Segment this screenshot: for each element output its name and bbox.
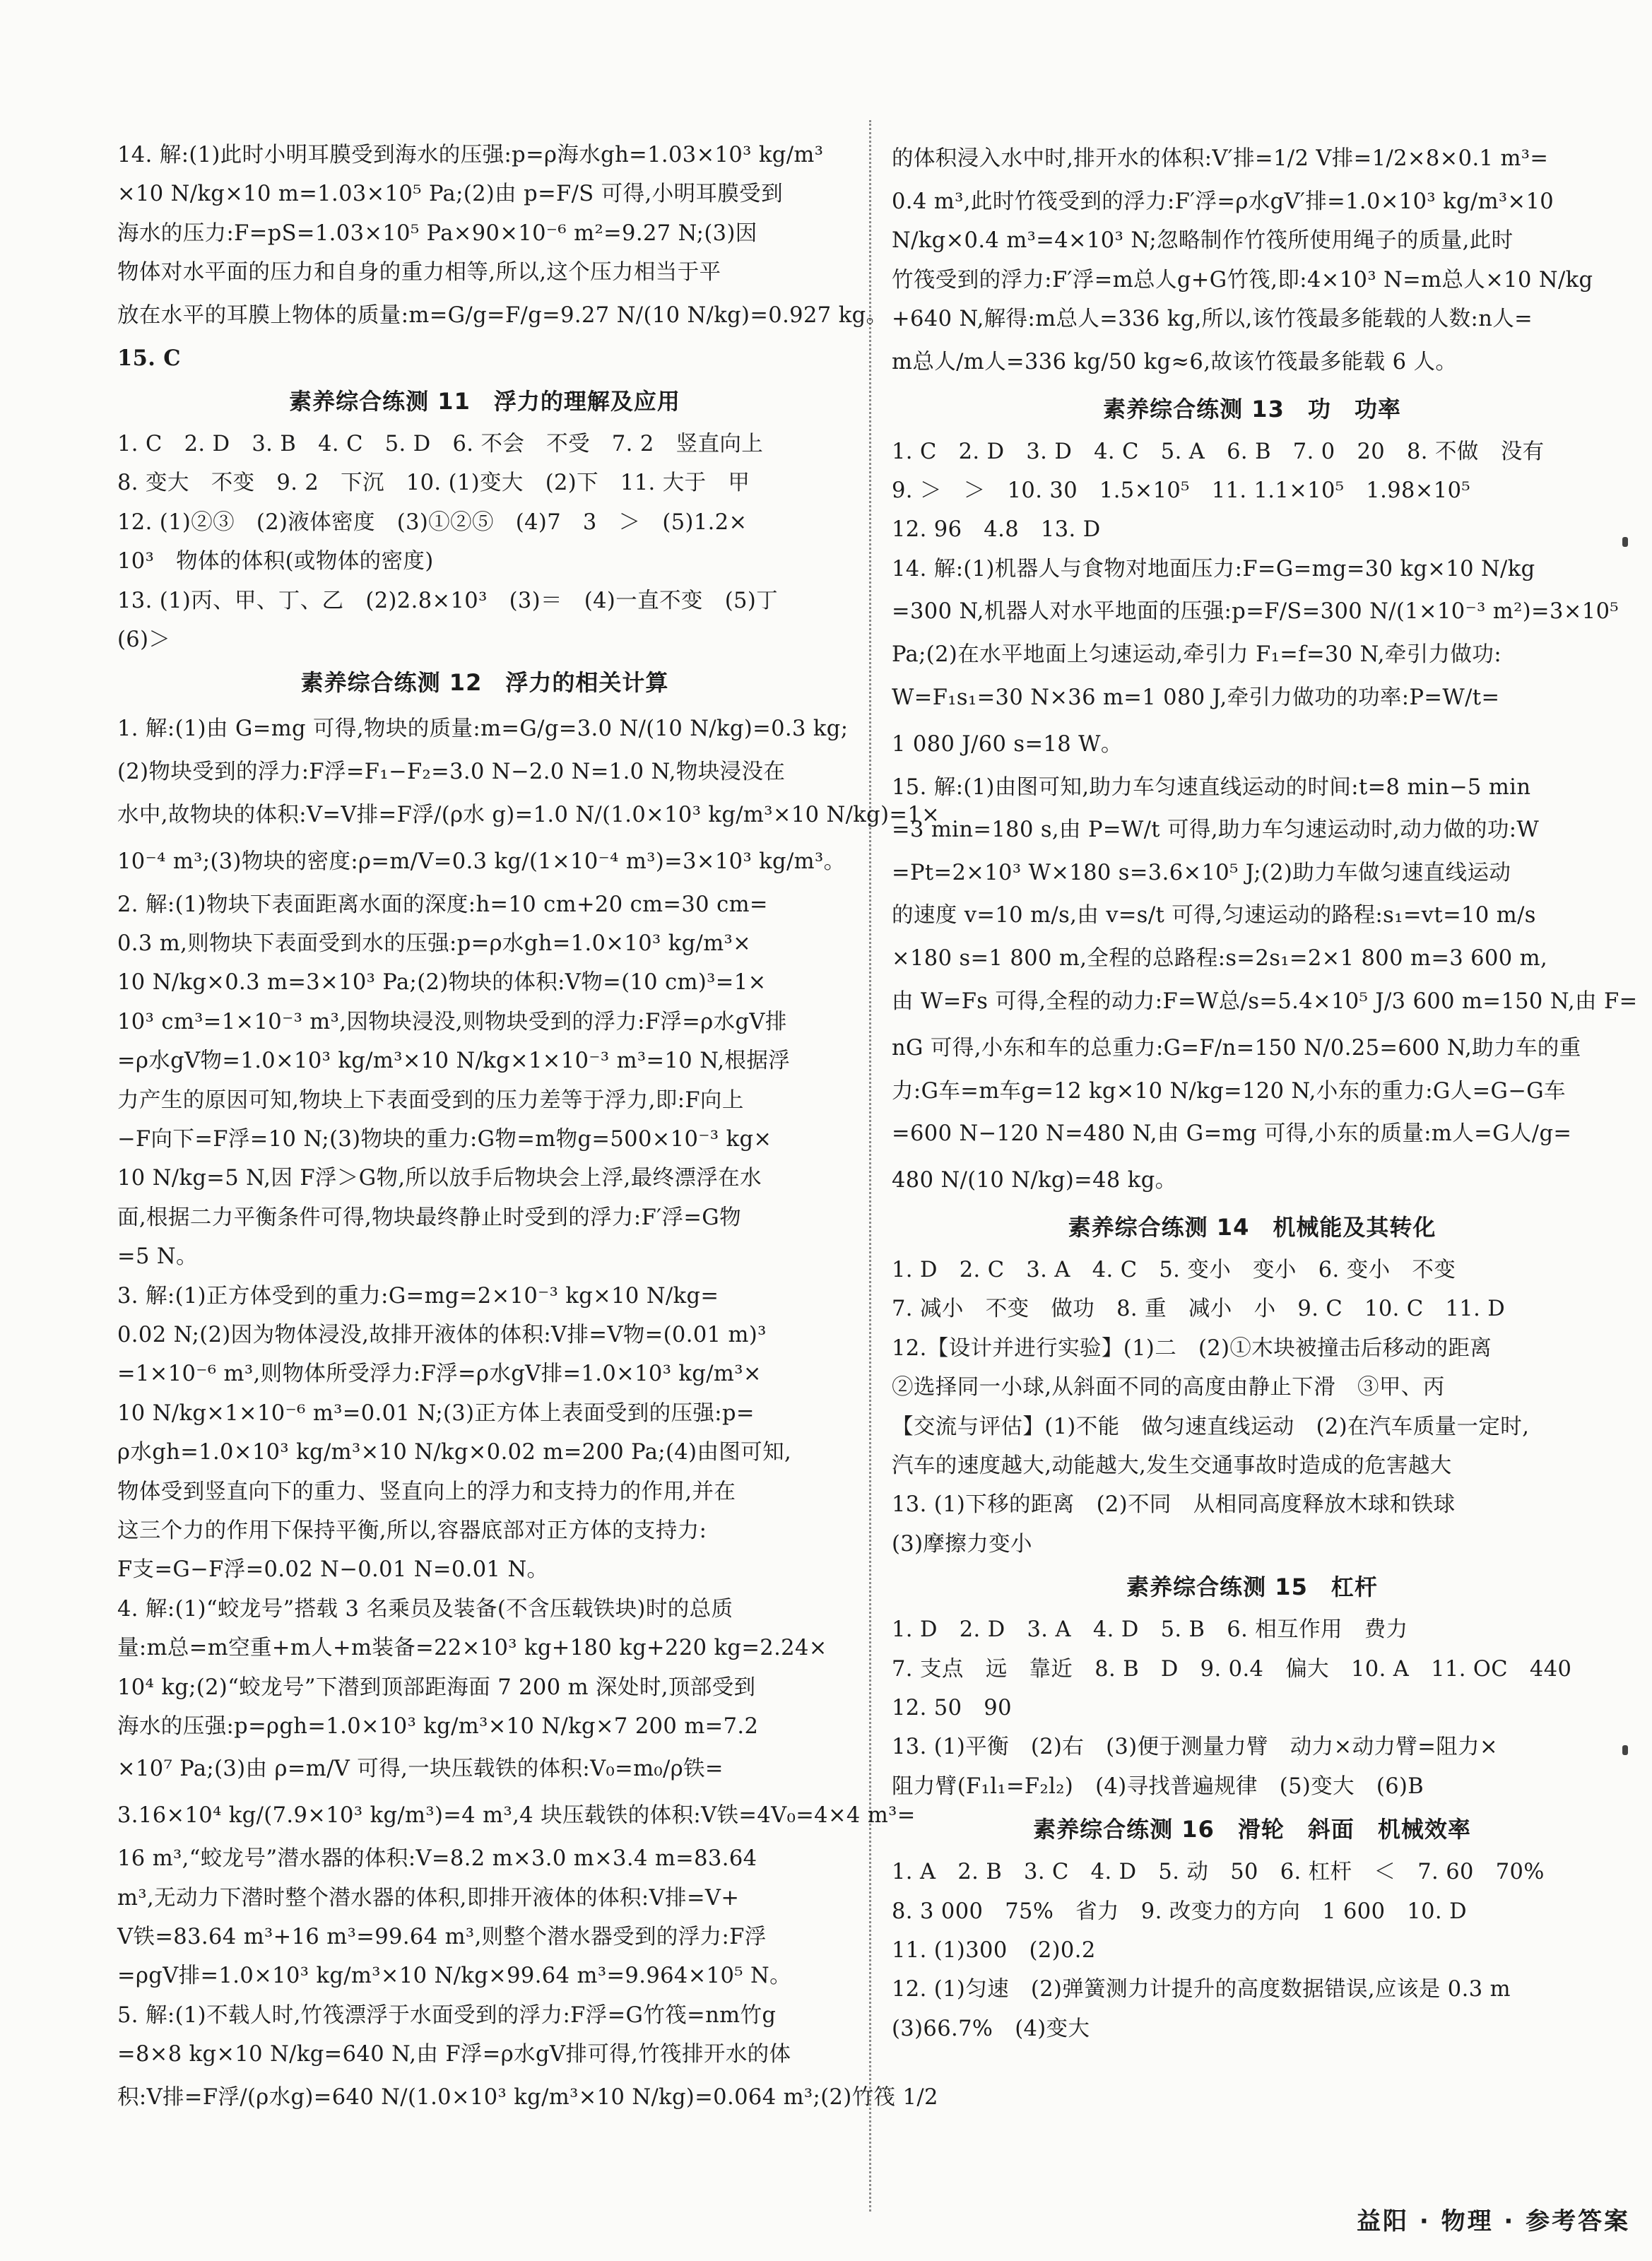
text-line: 12.【设计并进行实验】(1)二 (2)①木块被撞击后移动的距离 [892,1335,1492,1361]
text-line: 0.02 N;(2)因为物体浸没,故排开液体的体积:V排=V物=(0.01 m)³ [117,1322,767,1347]
text-line: 12. 96 4.8 13. D [892,517,1101,543]
text-line: 1. C 2. D 3. D 4. C 5. A 6. B 7. 0 20 8. 不做 没有 [892,439,1545,464]
text-line: 4. 解:(1)“蛟龙号”搭载 3 名乘员及装备(不含压载铁块)时的总质 [117,1596,733,1622]
text-line: =300 N,机器人对水平地面的压强:p=F/S=300 N/(1×10⁻³ m²)=3×10⁵ [892,599,1619,625]
text-line: =ρ水gV物=1.0×10³ kg/m³×10 N/kg×1×10⁻³ m³=10 N,根据浮 [117,1049,791,1074]
text-line: F支=G−F浮=0.02 N−0.01 N=0.01 N。 [117,1557,549,1583]
text-line: ②选择同一小球,从斜面不同的高度由静止下滑 ③甲、丙 [892,1375,1445,1400]
text-line: 12. (1)匀速 (2)弹簧测力计提升的高度数据错误,应该是 0.3 m [892,1977,1511,2002]
text-line: =600 N−120 N=480 N,由 G=mg 可得,小东的质量:m人=G人/g= [892,1121,1572,1147]
text-line: 放在水平的耳膜上物体的质量:m=G/g=F/g=9.27 N/(10 N/kg)=0.927 kg。 [117,302,888,328]
text-line: 的速度 v=10 m/s,由 v=s/t 可得,匀速运动的路程:s₁=vt=10 m/s [892,903,1536,928]
text-line: 0.3 m,则物块下表面受到水的压强:p=ρ水gh=1.0×10³ kg/m³× [117,931,752,957]
text-line: 物体受到竖直向下的重力、竖直向上的浮力和支持力的作用,并在 [117,1479,736,1504]
text-line: V铁=83.64 m³+16 m³=99.64 m³,则整个潜水器受到的浮力:F浮 [117,1925,767,1950]
section-heading: 素养综合练测 13 功 功率 [1103,395,1401,423]
text-line: 力产生的原因可知,物块上下表面受到的压力差等于浮力,即:F向上 [117,1087,744,1113]
text-line: =Pt=2×10³ W×180 s=3.6×10⁵ J;(2)助力车做匀速直线运动 [892,860,1511,885]
section-heading: 素养综合练测 15 杠杆 [1126,1574,1378,1601]
text-line: −F向下=F浮=10 N;(3)物块的重力:G物=m物g=500×10⁻³ kg× [117,1127,772,1152]
text-line: (3)66.7% (4)变大 [892,2016,1090,2041]
text-line: 15. 解:(1)由图可知,助力车匀速直线运动的时间:t=8 min−5 min [892,774,1531,800]
text-line: 由 W=Fs 可得,全程的动力:F=W总/s=5.4×10⁵ J/3 600 m=150 N,由 F= [892,988,1638,1014]
text-line: +640 N,解得:m总人=336 kg,所以,该竹筏最多能载的人数:n人= [892,307,1533,332]
text-line: 10 N/kg×1×10⁻⁶ m³=0.01 N;(3)正方体上表面受到的压强:p= [117,1400,755,1426]
text-line: 水中,故物块的体积:V=V排=F浮/(ρ水 g)=1.0 N/(1.0×10³ kg/m³×10 N/kg)=1× [117,802,940,827]
section-heading: 素养综合练测 14 机械能及其转化 [1068,1214,1436,1241]
text-line: 7. 支点 远 靠近 8. B D 9. 0.4 偏大 10. A 11. OC 440 [892,1656,1572,1682]
text-line: 物体对水平面的压力和自身的重力相等,所以,这个压力相当于平 [117,260,721,285]
text-line: (2)物块受到的浮力:F浮=F₁−F₂=3.0 N−2.0 N=1.0 N,物块浸没在 [117,760,786,785]
text-line: 1. D 2. D 3. A 4. D 5. B 6. 相互作用 费力 [892,1617,1408,1643]
text-line: 1. D 2. C 3. A 4. C 5. 变小 变小 6. 变小 不变 [892,1258,1456,1283]
text-line: 3. 解:(1)正方体受到的重力:G=mg=2×10⁻³ kg×10 N/kg= [117,1283,719,1309]
text-line: 海水的压力:F=pS=1.03×10⁵ Pa×90×10⁻⁶ m²=9.27 N;(3)因 [117,220,757,246]
text-line: 汽车的速度越大,动能越大,发生交通事故时造成的危害越大 [892,1453,1452,1479]
text-line: 的体积浸入水中时,排开水的体积:V′排=1/2 V排=1/2×8×0.1 m³= [892,146,1549,171]
text-line: =8×8 kg×10 N/kg=640 N,由 F浮=ρ水gV排可得,竹筏排开水的体 [117,2042,791,2067]
text-line: =ρgV排=1.0×10³ kg/m³×10 N/kg×99.64 m³=9.964×10⁵ N。 [117,1964,792,1989]
text-line: (6)＞ [117,627,171,652]
text-line: 8. 3 000 75% 省力 9. 改变力的方向 1 600 10. D [892,1899,1467,1924]
text-line: 1 080 J/60 s=18 W。 [892,731,1123,757]
text-line: ρ水gh=1.0×10³ kg/m³×10 N/kg×0.02 m=200 Pa;(4)由图可知, [117,1440,792,1465]
left-column [117,136,940,2121]
text-line: 14. 解:(1)此时小明耳膜受到海水的压强:p=ρ海水gh=1.03×10³ kg/m³ [117,143,824,167]
margin-mark [1622,1745,1628,1755]
text-line: 8. 变大 不变 9. 2 下沉 10. (1)变大 (2)下 11. 大于 甲 [117,471,750,496]
text-line: 9. ＞ ＞ 10. 30 1.5×10⁵ 11. 1.1×10⁵ 1.98×10⁵ [892,478,1471,503]
text-line: 1. 解:(1)由 G=mg 可得,物块的质量:m=G/g=3.0 N/(10 N/kg)=0.3 kg; [117,716,849,742]
text-line: 10⁻⁴ m³;(3)物块的密度:ρ=m/V=0.3 kg/(1×10⁻⁴ m³)=3×10³ kg/m³。 [117,849,846,874]
margin-mark [1622,537,1628,547]
text-line: 竹筏受到的浮力:F′浮=m总人g+G竹筏,即:4×10³ N=m总人×10 N/kg [892,267,1593,293]
text-line: 积:V排=F浮/(ρ水g)=640 N/(1.0×10³ kg/m³×10 N/kg)=0.064 m³;(2)竹筏 1/2 [117,2084,938,2110]
text-line: 量:m总=m空重+m人+m装备=22×10³ kg+180 kg+220 kg=2.24× [117,1636,827,1661]
text-line: 2. 解:(1)物块下表面距离水面的深度:h=10 cm+20 cm=30 cm= [117,892,768,917]
right-column [892,136,1638,2048]
text-line: m³,无动力下潜时整个潜水器的体积,即排开液体的体积:V排=V+ [117,1885,740,1911]
text-line: =3 min=180 s,由 P=W/t 可得,助力车匀速运动时,动力做的功:W [892,817,1540,842]
text-line: Pa;(2)在水平地面上匀速运动,牵引力 F₁=f=30 N,牵引力做功: [892,642,1502,668]
text-line: 12. (1)②③ (2)液体密度 (3)①②⑤ (4)7 3 ＞ (5)1.2× [117,509,748,535]
text-line: (3)摩擦力变小 [892,1531,1032,1557]
section-heading: 素养综合练测 16 滑轮 斜面 机械效率 [1033,1816,1471,1843]
text-line: 5. 解:(1)不载人时,竹筏漂浮于水面受到的浮力:F浮=G竹筏=nm竹g [117,2002,777,2028]
text-line: =5 N。 [117,1244,198,1270]
text-line: 13. (1)下移的距离 (2)不同 从相同高度释放木球和铁球 [892,1492,1456,1518]
text-line: 面,根据二力平衡条件可得,物块最终静止时受到的浮力:F′浮=G物 [117,1205,741,1230]
text-line: 【交流与评估】(1)不能 做匀速直线运动 (2)在汽车质量一定时, [892,1414,1530,1439]
text-line: ×180 s=1 800 m,全程的总路程:s=2s₁=2×1 800 m=3 600 m, [892,946,1548,972]
text-line: 0.4 m³,此时竹筏受到的浮力:F′浮=ρ水gV′排=1.0×10³ kg/m³×10 [892,189,1554,214]
text-line: m总人/m人=336 kg/50 kg≈6,故该竹筏最多能载 6 人。 [892,349,1458,374]
text-line: 11. (1)300 (2)0.2 [892,1937,1096,1963]
text-line: 力:G车=m车g=12 kg×10 N/kg=120 N,小东的重力:G人=G−G车 [892,1078,1566,1104]
text-line: 12. 50 90 [892,1695,1012,1720]
text-line: 3.16×10⁴ kg/(7.9×10³ kg/m³)=4 m³,4 块压载铁的体积:V铁=4V₀=4×4 m³= [117,1803,916,1829]
text-line: 10³ cm³=1×10⁻³ m³,因物块浸没,则物块受到的浮力:F浮=ρ水gV排 [117,1009,787,1034]
section-heading: 素养综合练测 12 浮力的相关计算 [300,669,669,697]
text-line: 7. 减小 不变 做功 8. 重 减小 小 9. C 10. C 11. D [892,1297,1506,1322]
text-line: 1. A 2. B 3. C 4. D 5. 动 50 6. 杠杆 ＜ 7. 60 70% [892,1860,1545,1885]
section-heading: 素养综合练测 11 浮力的理解及应用 [289,387,680,415]
text-line: 13. (1)丙、甲、丁、乙 (2)2.8×10³ (3)＝ (4)一直不变 (5)丁 [117,588,779,613]
text-line: 10⁴ kg;(2)“蛟龙号”下潜到顶部距海面 7 200 m 深处时,顶部受到 [117,1675,756,1700]
page-footer: 益阳 · 物理 · 参考答案 [1357,2207,1631,2236]
text-line: ×10 N/kg×10 m=1.03×10⁵ Pa;(2)由 p=F/S 可得,小明耳膜受到 [117,182,783,207]
text-line: 阻力臂(F₁l₁=F₂l₂) (4)寻找普遍规律 (5)变大 (6)B [892,1773,1424,1799]
text-line: ×10⁷ Pa;(3)由 ρ=m/V 可得,一块压载铁的体积:V₀=m₀/ρ铁= [117,1757,724,1782]
text-line: 14. 解:(1)机器人与食物对地面压力:F=G=mg=30 kg×10 N/kg [892,556,1535,582]
text-line: 15. C [117,345,181,371]
text-line: 这三个力的作用下保持平衡,所以,容器底部对正方体的支持力: [117,1518,707,1543]
text-line: 16 m³,“蛟龙号”潜水器的体积:V=8.2 m×3.0 m×3.4 m=83.64 [117,1846,757,1872]
text-line: =1×10⁻⁶ m³,则物体所受浮力:F浮=ρ水gV排=1.0×10³ kg/m³× [117,1362,762,1387]
text-line: 10 N/kg×0.3 m=3×10³ Pa;(2)物块的体积:V物=(10 cm)³=1× [117,970,767,996]
text-line: 10 N/kg=5 N,因 F浮＞G物,所以放手后物块会上浮,最终漂浮在水 [117,1166,762,1191]
text-line: 10³ 物体的体积(或物体的密度) [117,549,434,574]
column-divider [869,120,871,2212]
text-line: 1. C 2. D 3. B 4. C 5. D 6. 不会 不受 7. 2 竖直向上 [117,431,764,456]
text-line: 海水的压强:p=ρgh=1.0×10³ kg/m³×10 N/kg×7 200 m=7.2 [117,1713,759,1739]
text-line: N/kg×0.4 m³=4×10³ N;忽略制作竹筏所使用绳子的质量,此时 [892,228,1514,254]
text-line: W=F₁s₁=30 N×36 m=1 080 J,牵引力做功的功率:P=W/t= [892,685,1500,710]
text-line: 13. (1)平衡 (2)右 (3)便于测量力臂 动力×动力臂=阻力× [892,1735,1498,1760]
text-line: nG 可得,小东和车的总重力:G=F/n=150 N/0.25=600 N,助力车的重 [892,1035,1581,1061]
text-line: 480 N/(10 N/kg)=48 kg。 [892,1168,1177,1193]
